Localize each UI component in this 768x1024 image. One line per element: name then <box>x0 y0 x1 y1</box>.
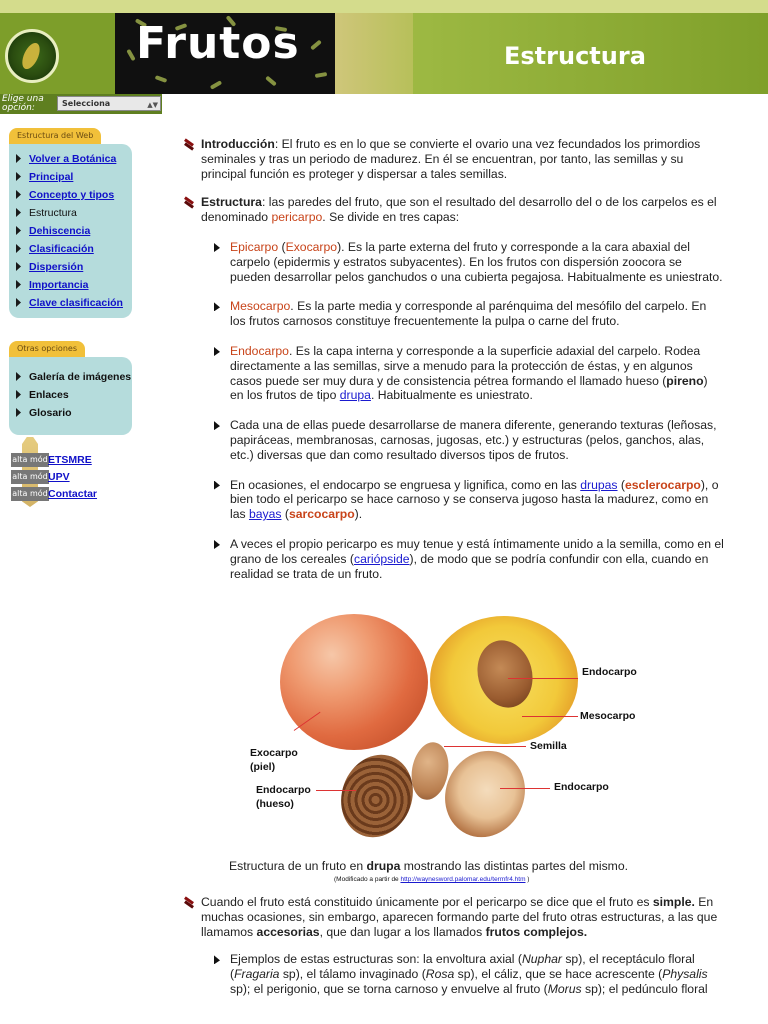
term-accesorias: accesorias <box>256 924 320 939</box>
item-bullet-icon <box>214 347 220 356</box>
nav-item-concepto[interactable] <box>14 186 132 204</box>
ext-link-upv[interactable]: UPV <box>48 471 70 483</box>
nav-item-galeria[interactable] <box>14 368 132 386</box>
header-tan-panel <box>335 13 413 94</box>
item-epicarpo <box>184 240 724 284</box>
term-exocarpo: Exocarpo <box>285 239 338 254</box>
taxon-fragaria: Fragaria <box>234 967 280 982</box>
nav-link[interactable]: Glosario <box>29 407 72 419</box>
term-pericarpo: pericarpo <box>271 210 323 225</box>
label-line <box>316 790 356 791</box>
paragraph-text: sp); el perigonio, que se torna carnoso y envuelve al fruto ( <box>230 981 548 996</box>
credit-text: (Modificado a partir de <box>334 876 401 883</box>
taxon-physalis: Physalis <box>662 967 708 982</box>
label-piel: (piel) <box>250 761 276 773</box>
term-sarcocarpo: sarcocarpo <box>288 507 355 522</box>
label-line <box>522 716 578 717</box>
nav-link[interactable]: Dispersión <box>29 261 84 273</box>
paragraph-text: sp), el tálamo invaginado ( <box>279 967 426 982</box>
paragraph-text: . Se divide en tres capas: <box>322 210 460 225</box>
ext-badge: alta mód <box>11 470 49 484</box>
term-estructura: Estructura <box>201 195 262 210</box>
nav-box-other <box>9 357 132 435</box>
drupa-figure <box>250 604 650 840</box>
link-bayas[interactable]: bayas <box>248 507 282 522</box>
term-esclerocarpo: esclerocarpo <box>624 477 701 492</box>
nav-item-volver-botanica[interactable] <box>14 150 132 168</box>
paragraph-text: A veces el propio pericarpo es muy tenue y está íntimamente unido a la semilla, como en el grano de los cereales ( <box>230 536 724 566</box>
label-exocarpo: Exocarpo <box>250 747 298 759</box>
section-title: Estructura <box>504 42 646 70</box>
item-bullet-icon <box>214 540 220 549</box>
paragraph-text: : las paredes del fruto, que son el resultado del desarrollo del o de los carpelos es el denominado <box>201 195 717 225</box>
main-content-continued <box>184 895 724 1012</box>
link-drupa[interactable]: drupa <box>339 388 371 403</box>
label-endocarpo-right: Endocarpo <box>554 781 609 793</box>
paragraph-text: ). <box>354 507 363 522</box>
taxon-rosa: Rosa <box>425 967 455 982</box>
nav-tab-otras-opciones: Otras opciones <box>9 341 85 357</box>
label-hueso: (hueso) <box>256 798 294 810</box>
item-a-veces <box>184 537 724 581</box>
selector-bar <box>0 94 162 114</box>
label-semilla: Semilla <box>530 740 567 752</box>
term-frutos-complejos: frutos complejos. <box>485 924 588 939</box>
ext-link-etsmre[interactable]: ETSMRE <box>48 454 92 466</box>
section-estructura <box>184 195 724 225</box>
section-introduccion <box>184 137 724 181</box>
nav-link[interactable]: Enlaces <box>29 389 69 401</box>
item-mesocarpo <box>184 299 724 329</box>
item-bullet-icon <box>214 955 220 964</box>
logo-icon <box>5 29 59 83</box>
nav-link[interactable]: Volver a Botánica <box>29 153 117 165</box>
option-select-value: Selecciona <box>62 99 111 108</box>
stone-image <box>330 745 425 848</box>
paragraph-text: . Habitualmente es uniestrato. <box>370 388 533 403</box>
link-cariopside[interactable]: cariópside <box>353 551 410 566</box>
caption-text: mostrando las distintas partes del mismo. <box>400 859 628 873</box>
label-mesocarpo: Mesocarpo <box>580 710 636 722</box>
term-pireno: pireno <box>666 373 704 388</box>
ext-badge: alta mód <box>11 453 49 467</box>
chevron-down-icon: ▲▼ <box>147 101 158 109</box>
taxon-nuphar: Nuphar <box>521 952 562 967</box>
section-bullet-icon <box>184 139 194 149</box>
section-bullet-icon <box>184 897 194 907</box>
paragraph-text: ), de modo que se podría confundir con ella, cuando en realidad se trata de un fruto. <box>230 551 709 581</box>
nav-link[interactable]: Importancia <box>29 279 89 291</box>
paragraph-text: ) en los frutos de tipo <box>230 373 708 403</box>
paragraph-text: ( <box>281 507 289 522</box>
label-endocarpo-left: Endocarpo <box>256 784 311 796</box>
paragraph-text: sp), el receptáculo floral ( <box>230 952 695 982</box>
figure-credit <box>334 876 594 883</box>
nav-item-importancia[interactable] <box>14 276 132 294</box>
nav-item-clasificacion[interactable] <box>14 240 132 258</box>
item-endocarpo <box>184 344 724 403</box>
figure-caption <box>229 859 699 873</box>
ext-link-contactar[interactable]: Contactar <box>48 488 98 500</box>
nav-link[interactable]: Galería de imágenes <box>29 371 132 383</box>
term-simple: simple. <box>652 895 695 909</box>
paragraph-text: ( <box>278 239 286 254</box>
nav-item-estructura <box>14 204 132 222</box>
top-strip <box>0 0 768 13</box>
paragraph-text: , que dan lugar a los llamados <box>319 924 486 939</box>
section-bullet-icon <box>184 197 194 207</box>
paragraph-text: ). Es la parte externa del fruto y corresponde a la cara abaxial del carpelo (epidermis y estratos subyacentes). En los frutos con dispersión zoocora se pueden desarrollar pelos ganchudos o una cubierta pegajosa. Habitualmente es uniestrato. <box>230 239 723 284</box>
term-epicarpo: Epicarpo <box>230 239 279 254</box>
credit-link[interactable]: http://waynesword.palomar.edu/termfr4.htm <box>400 876 526 883</box>
paragraph-text: Cuando el fruto está constituido únicamente por el pericarpo se dice que el fruto es <box>201 895 653 909</box>
paragraph-text: ), o bien todo el pericarpo se hace carnoso y se conserva jugoso hasta la madurez, como en las <box>230 477 719 522</box>
credit-text: ) <box>525 876 530 883</box>
label-line <box>444 746 526 747</box>
item-ejemplos <box>184 952 724 996</box>
item-en-ocasiones <box>184 478 724 522</box>
label-line <box>508 678 578 679</box>
paragraph-text: . Es la parte media y corresponde al parénquima del mesófilo del carpelo. En los frutos carnosos constituye frecuentemente la pulpa o carne del fruto. <box>230 299 707 329</box>
item-bullet-icon <box>214 243 220 252</box>
paragraph-text: Cada una de ellas puede desarrollarse de manera diferente, generando texturas (leñosas, papiráceas, membranosas, carnosas, jugosas, etc.) y estructuras (pelos, ganchos, alas, etc.) diversas que dan como resultado diversos tipos de frutos. <box>230 418 717 462</box>
nav-item-principal[interactable] <box>14 168 132 186</box>
nav-current: Estructura <box>29 207 77 219</box>
option-select[interactable] <box>57 96 161 111</box>
peach-whole-image <box>280 614 428 750</box>
nav-link[interactable]: Clave clasificación <box>29 297 123 309</box>
nav-link[interactable]: Dehiscencia <box>29 225 91 237</box>
ext-badge: alta mód <box>11 487 49 501</box>
nav-link[interactable]: Concepto y tipos <box>29 189 115 201</box>
paragraph-text: : El fruto es en lo que se convierte el ovario una vez fecundados los primordios seminales y tras un periodo de madurez. En él se encuentran, por tanto, las semillas y su principal función es proteger y dispersar a tales semillas. <box>201 137 701 181</box>
link-drupas[interactable]: drupas <box>580 477 618 492</box>
paragraph-text: Ejemplos de estas estructuras son: la envoltura axial ( <box>230 952 522 967</box>
label-line <box>500 788 550 789</box>
item-bullet-icon <box>214 481 220 490</box>
item-bullet-icon <box>214 302 220 311</box>
nav-item-dehiscencia[interactable] <box>14 222 132 240</box>
label-endocarpo-top: Endocarpo <box>582 666 637 678</box>
nav-item-clave[interactable] <box>14 294 132 312</box>
nav-tab-estructura-web: Estructura del Web <box>9 128 101 144</box>
paragraph-text: sp), el cáliz, que se hace acrescente ( <box>454 967 663 982</box>
item-bullet-icon <box>214 421 220 430</box>
selector-label: Elige una opción: <box>2 94 44 113</box>
caption-term-drupa: drupa <box>366 859 401 873</box>
split-stone-image <box>431 738 539 851</box>
paragraph-text: ( <box>617 477 625 492</box>
nav-link[interactable]: Principal <box>29 171 74 183</box>
nav-link[interactable]: Clasificación <box>29 243 94 255</box>
nav-item-enlaces[interactable] <box>14 386 132 404</box>
main-content <box>184 137 724 596</box>
nav-item-glosario[interactable] <box>14 404 132 422</box>
caption-text: Estructura de un fruto en <box>229 859 367 873</box>
nav-box-web <box>9 144 132 318</box>
nav-item-dispersion[interactable] <box>14 258 132 276</box>
paragraph-text: sp); el pedúnculo floral <box>581 981 708 996</box>
section-simple <box>184 895 724 939</box>
term-endocarpo: Endocarpo <box>230 343 289 358</box>
taxon-morus: Morus <box>547 981 582 996</box>
term-introduccion: Introducción <box>201 137 275 151</box>
page-title: Frutos <box>136 18 300 69</box>
paragraph-text: En muchas ocasiones, sin embargo, aparecen formando parte del fruto otras estructuras, a las que llamamos <box>201 895 718 939</box>
paragraph-text: En ocasiones, el endocarpo se engruesa y lignifica, como en las <box>230 477 581 492</box>
paragraph-text: . Es la capa interna y corresponde a la superficie adaxial del carpelo. Rodea directamente a las semillas, sirve a menudo para la protección de éstas, y en algunos casos puede ser muy dura y de consistencia pétrea formando el llamado hueso ( <box>230 343 701 388</box>
item-cada-una <box>184 418 724 462</box>
header <box>0 13 768 94</box>
term-mesocarpo: Mesocarpo <box>230 299 291 314</box>
